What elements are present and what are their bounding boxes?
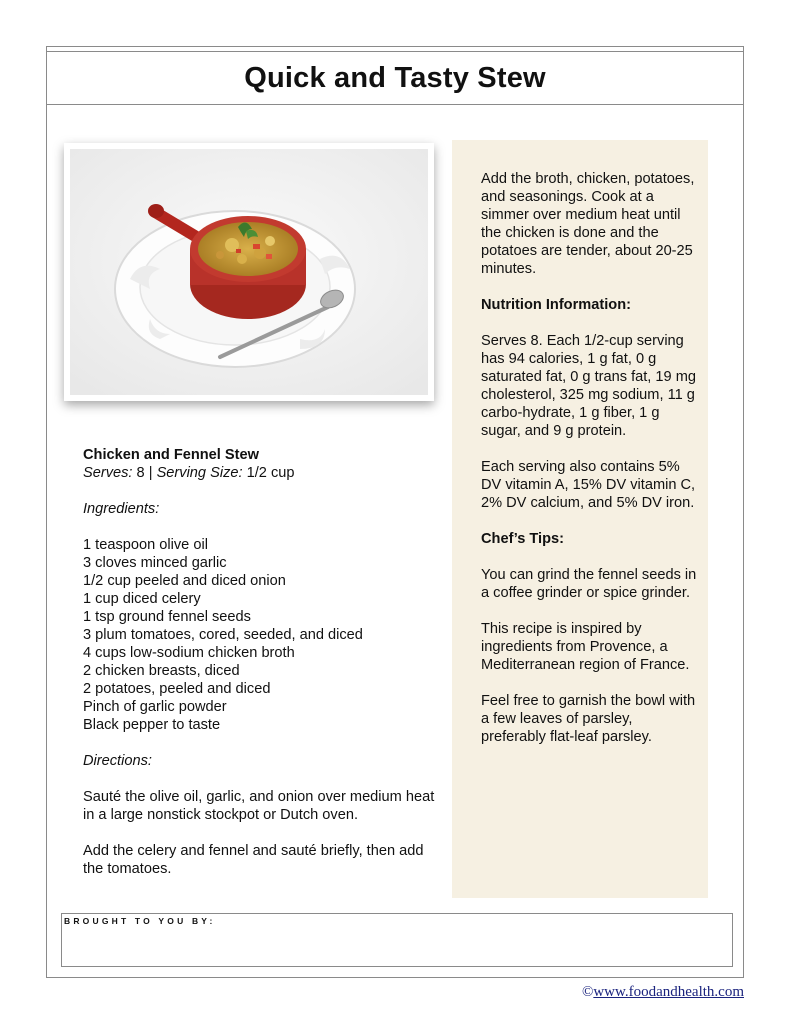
ingredients-heading: Ingredients: xyxy=(83,501,160,517)
direction-step: Add the celery and fennel and sauté briefly, then add the tomatoes. xyxy=(83,843,424,877)
title-bar xyxy=(46,51,744,105)
chef-tips-heading: Chef’s Tips: xyxy=(481,531,564,547)
chef-tip: You can grind the fennel seeds in a coffee grinder or spice grinder. xyxy=(481,567,697,601)
serving-size-label: Serving Size: xyxy=(156,465,243,481)
brought-to-you-label: BROUGHT TO YOU BY: xyxy=(64,916,216,926)
copyright-symbol: © xyxy=(581,984,594,1000)
ingredient-item: 3 cloves minced garlic xyxy=(83,555,227,571)
recipe-photo xyxy=(64,143,434,401)
recipe-name: Chicken and Fennel Stew xyxy=(83,447,259,463)
serving-size-value: 1/2 cup xyxy=(242,465,295,481)
ingredient-item: 4 cups low-sodium chicken broth xyxy=(83,645,295,661)
recipe-main-column xyxy=(83,446,438,878)
daily-value-text: Each serving also contains 5% DV vitamin A, 15% DV vitamin C, 2% DV calcium, and 5% DV iron. xyxy=(481,459,696,511)
brought-to-you-box xyxy=(61,913,733,967)
ingredient-item: 1/2 cup peeled and diced onion xyxy=(83,573,286,589)
ingredient-item: 1 teaspoon olive oil xyxy=(83,537,208,553)
direction-step-continued: Add the broth, chicken, potatoes, and seasonings. Cook at a simmer over medium heat until the chicken is done and the potatoes are tender, about 20-25 minutes. xyxy=(481,171,695,277)
serves-line xyxy=(83,464,438,482)
stew-bowl-illustration xyxy=(70,149,428,395)
nutrition-heading: Nutrition Information: xyxy=(481,297,631,313)
direction-step: Sauté the olive oil, garlic, and onion over medium heat in a large nonstick stockpot or Dutch oven. xyxy=(83,789,435,823)
stew-bowl-photo xyxy=(70,149,428,395)
serves-value: 8 | xyxy=(132,465,157,481)
ingredient-item: 3 plum tomatoes, cored, seeded, and diced xyxy=(83,627,363,643)
chef-tip: This recipe is inspired by ingredients from Provence, a Mediterranean region of France. xyxy=(481,621,690,673)
directions-heading: Directions: xyxy=(83,753,152,769)
ingredient-item: Black pepper to taste xyxy=(83,717,221,733)
ingredient-item: 2 chicken breasts, diced xyxy=(83,663,240,679)
nutrition-text: Serves 8. Each 1/2-cup serving has 94 calories, 1 g fat, 0 g saturated fat, 0 g trans fat, 19 mg cholesterol, 325 mg sodium, 11 g carbo-hydrate, 1 g fiber, 1 g sugar, and 9 g protein. xyxy=(481,333,696,439)
footer-credit xyxy=(582,984,744,1001)
ingredient-item: Pinch of garlic powder xyxy=(83,699,227,715)
page-title: Quick and Tasty Stew xyxy=(244,61,546,94)
sidebar-content xyxy=(481,170,701,746)
serves-label: Serves: xyxy=(83,465,133,481)
ingredient-item: 1 cup diced celery xyxy=(83,591,201,607)
ingredient-item: 2 potatoes, peeled and diced xyxy=(83,681,271,697)
website-link[interactable]: www.foodandhealth.com xyxy=(593,984,744,1000)
ingredient-item: 1 tsp ground fennel seeds xyxy=(83,609,251,625)
chef-tip: Feel free to garnish the bowl with a few leaves of parsley, preferably flat-leaf parsley. xyxy=(481,693,696,745)
